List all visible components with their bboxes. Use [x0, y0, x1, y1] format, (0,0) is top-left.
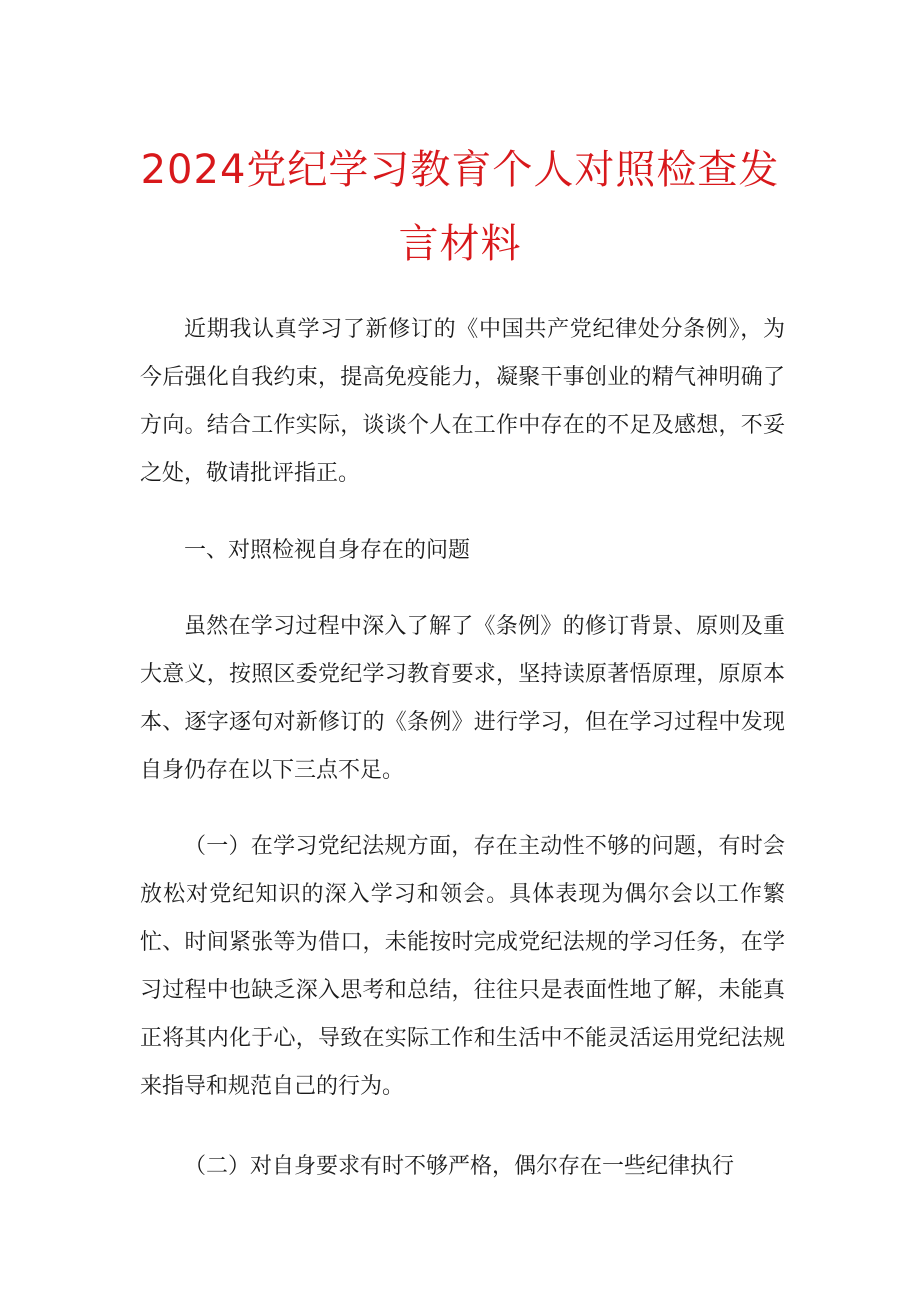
document-title-line-1: 2024党纪学习教育个人对照检查发: [140, 147, 780, 193]
subsection-2-paragraph: （二）对自身要求有时不够严格，偶尔存在一些纪律执行: [184, 1154, 735, 1179]
document-title-line-2: 言材料: [398, 221, 522, 267]
section-1-paragraph: 虽然在学习过程中深入了解了《条例》的修订背景、原则及重大意义，按照区委党纪学习教育要求，坚持读原著悟原理，原原本本、逐字逐句对新修订的《条例》进行学习，但在学习过程中发现自身仍存在以下三点不足。: [140, 614, 785, 783]
intro-paragraph: 近期我认真学习了新修订的《中国共产党纪律处分条例》，为今后强化自我约束，提高免疫能力，凝聚干事创业的精气神明确了方向。结合工作实际，谈谈个人在工作中存在的不足及感想，不妥之处，敬请批评指正。: [140, 317, 785, 486]
subsection-1-paragraph: （一）在学习党纪法规方面，存在主动性不够的问题，有时会放松对党纪知识的深入学习和领会。具体表现为偶尔会以工作繁忙、时间紧张等为借口，未能按时完成党纪法规的学习任务，在学习过程中也缺乏深入思考和总结，往往只是表面性地了解，未能真正将其内化于心，导致在实际工作和生活中不能灵活运用党纪法规来指导和规范自己的行为。: [140, 834, 785, 1099]
section-heading-1: 一、对照检视自身存在的问题: [184, 538, 471, 563]
